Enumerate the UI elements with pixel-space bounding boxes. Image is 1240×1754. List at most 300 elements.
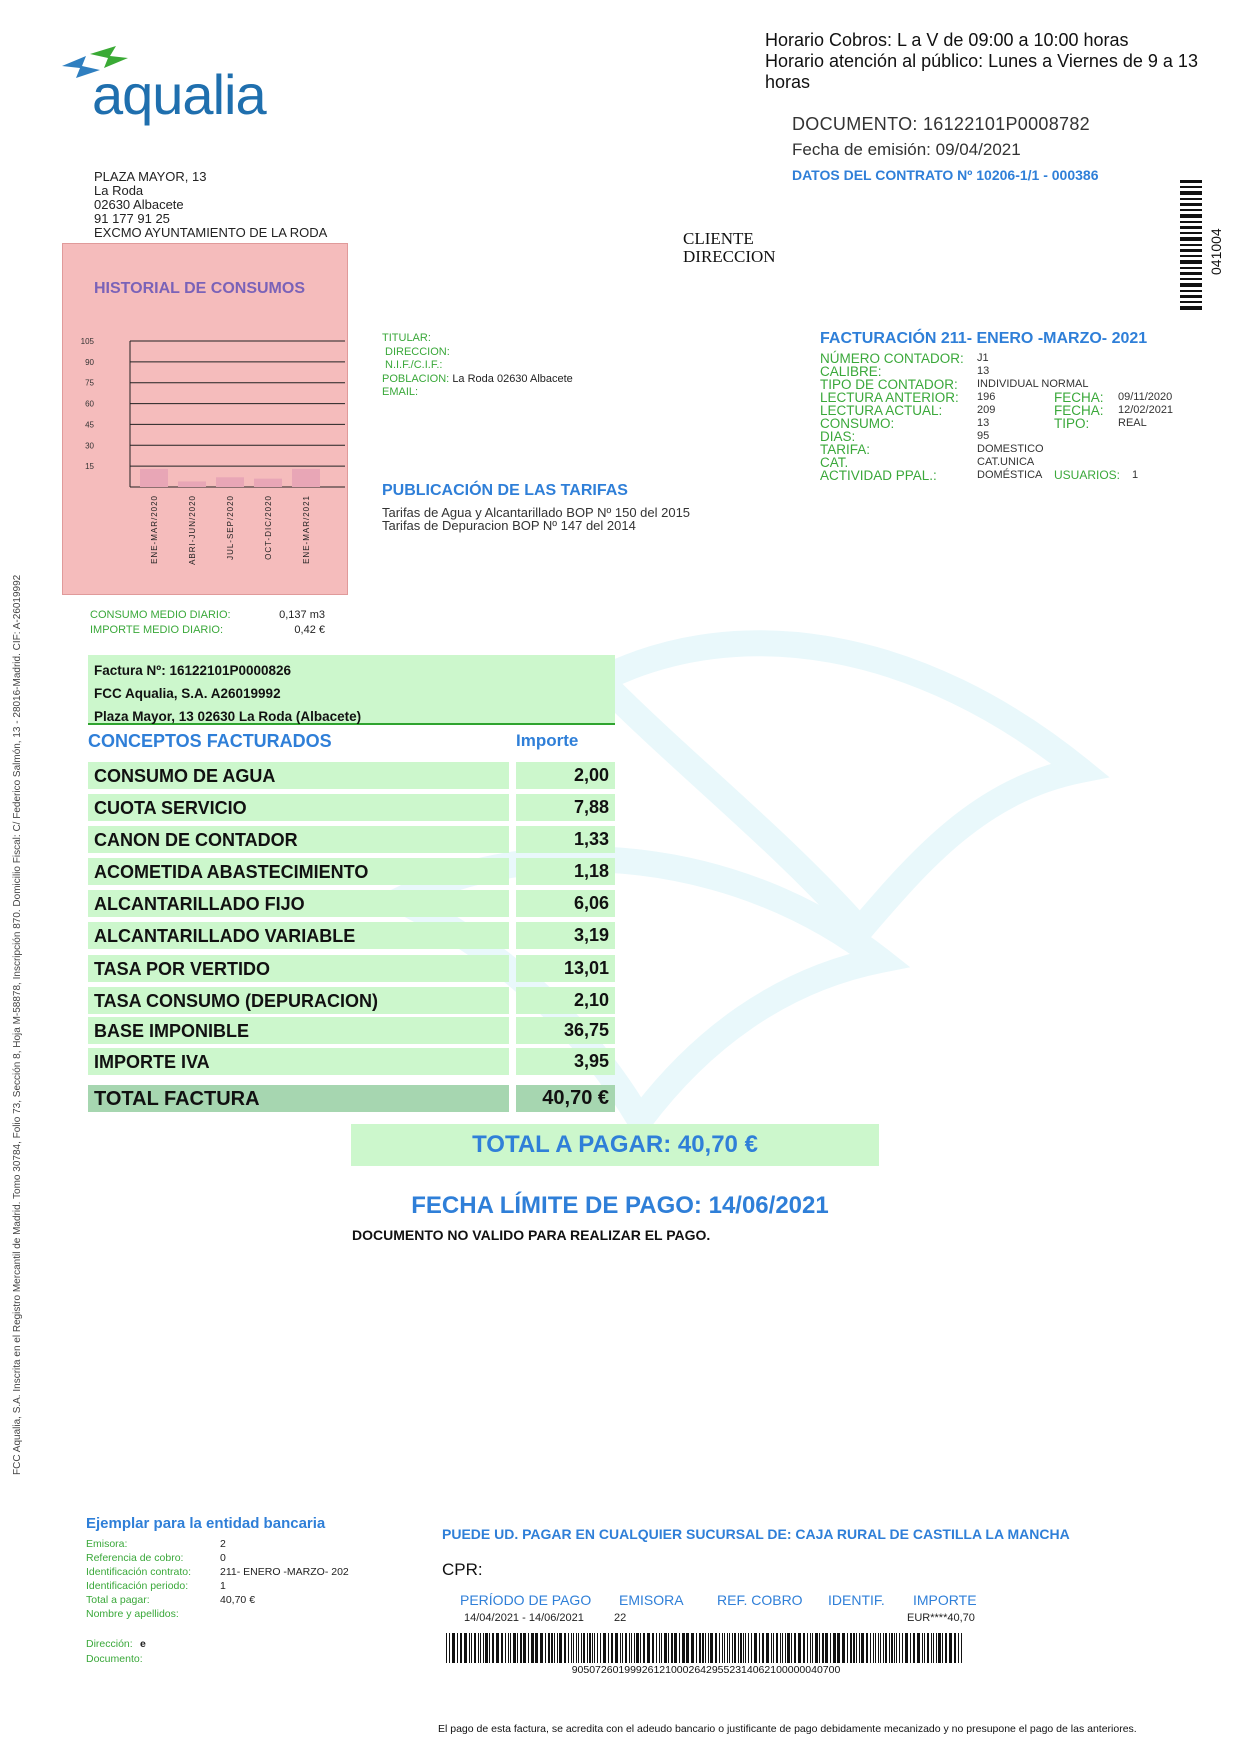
barcode-bar [705, 1633, 706, 1663]
barcode-bar [776, 1633, 778, 1663]
barcode-bar [759, 1633, 760, 1663]
cpr-label: CPR: [442, 1560, 483, 1579]
barcode-bar [489, 1633, 490, 1663]
barcode-bar [745, 1633, 746, 1663]
barcode-bar [597, 1633, 598, 1663]
barcode-bar [894, 1633, 895, 1663]
barcode-bar [478, 1633, 479, 1663]
barcode-bar [564, 1633, 566, 1663]
barcode-bar [780, 1633, 781, 1663]
barcode-bar [535, 1633, 538, 1663]
days: 95 [977, 430, 990, 442]
barcode-bar [847, 1633, 848, 1663]
chart-x-label: JUL-SEP/2020 [226, 495, 235, 560]
previous-reading: 196 [977, 391, 996, 403]
avg-consumption-value: 0,137 m3 [279, 609, 325, 621]
barcode-bar [540, 1633, 543, 1663]
amount-due: TOTAL A PAGAR: 40,70 € [351, 1124, 879, 1166]
barcode-bar [581, 1633, 582, 1663]
barcode-bar [803, 1633, 805, 1663]
barcode-bar [501, 1633, 503, 1663]
tariff: DOMESTICO [977, 443, 1044, 455]
barcode-bar [531, 1633, 534, 1663]
barcode-bar [807, 1633, 808, 1663]
concept-row [88, 890, 615, 917]
payment-footer-note: El pago de esta factura, se acredita con el adeudo bancario o justificante de pago debidamente mecanizado y no presupone el pago de las anteriores. [438, 1723, 1137, 1735]
address-line: 02630 Albacete [94, 197, 184, 212]
hours-line: horas [765, 72, 811, 92]
barcode-bar [640, 1633, 641, 1663]
barcode-bar [545, 1633, 546, 1663]
barcode-bar [732, 1633, 733, 1663]
chart-y-tick: 90 [85, 357, 94, 367]
address-line: 91 177 91 25 [94, 211, 170, 226]
meter-number-label: NÚMERO CONTADOR: [820, 351, 964, 366]
hours-line: Horario Cobros: L a V de 09:00 a 10:00 horas [765, 30, 1129, 50]
address-line: PLAZA MAYOR, 13 [94, 169, 207, 184]
barcode-bar [568, 1633, 569, 1663]
chart-x-label: ABRI-JUN/2020 [188, 495, 197, 565]
vertical-barcode [1180, 180, 1202, 310]
barcode-bar [837, 1633, 840, 1663]
period-id-label: Identificación periodo: [86, 1580, 189, 1592]
client-address: DIRECCION [683, 247, 776, 266]
barcode-bar [464, 1633, 467, 1663]
barcode-bar [668, 1633, 669, 1663]
barcode-bar [922, 1633, 923, 1663]
concept-row [88, 762, 615, 789]
barcode-bar [528, 1633, 529, 1663]
barcode-bar [592, 1633, 593, 1663]
meter-type-label: TIPO DE CONTADOR: [820, 377, 958, 392]
barcode-bar [748, 1633, 749, 1663]
barcode-bar [594, 1633, 595, 1663]
barcode-bar [576, 1633, 577, 1663]
barcode-bar [880, 1633, 881, 1663]
barcode-bar [449, 1633, 450, 1663]
barcode-bar [794, 1633, 796, 1663]
issuer-value: 22 [614, 1612, 627, 1624]
barcode-bar [480, 1633, 481, 1663]
chart-bar [292, 469, 320, 487]
barcode-bar [833, 1633, 836, 1663]
payment-deadline: FECHA LÍMITE DE PAGO: 14/06/2021 [411, 1192, 829, 1219]
activity: DOMÉSTICA [977, 469, 1043, 481]
barcode-bar [822, 1633, 824, 1663]
amount-header: IMPORTE [913, 1592, 977, 1608]
barcode-bar [557, 1633, 558, 1663]
barcode-bar [910, 1633, 911, 1663]
barcode-bar [517, 1633, 518, 1663]
barcode-bar [629, 1633, 630, 1663]
chart-y-tick: 30 [85, 441, 94, 451]
barcode-bar [679, 1633, 680, 1663]
barcode-bar [551, 1633, 553, 1663]
history-title: HISTORIAL DE CONSUMOS [94, 280, 305, 297]
barcode-bar [727, 1633, 728, 1663]
avg-consumption-label: CONSUMO MEDIO DIARIO: [90, 609, 231, 621]
barcode-bar [636, 1633, 639, 1663]
document-label: Documento: [86, 1653, 143, 1665]
barcode-bar [696, 1633, 697, 1663]
amount-value: EUR****40,70 [907, 1612, 975, 1624]
contract-id-value: 211- ENERO -MARZO- 202 [220, 1566, 349, 1578]
company-address [94, 170, 327, 240]
barcode-bar [483, 1633, 484, 1663]
barcode-bar [622, 1633, 623, 1663]
barcode-bar [661, 1633, 662, 1663]
total-value: 40,70 € [516, 1085, 615, 1112]
barcode-bar [587, 1633, 588, 1663]
bank-copy-title: Ejemplar para la entidad bancaria [86, 1515, 326, 1532]
barcode-bar [787, 1633, 790, 1663]
barcode-bar [766, 1633, 769, 1663]
issuer-label: Emisora: [86, 1538, 128, 1550]
average-values [270, 608, 325, 638]
contract-id-label: Identificación contrato: [86, 1566, 192, 1578]
nif-label: N.I.F./C.I.F.: [385, 359, 443, 371]
barcode-bar [917, 1633, 920, 1663]
barcode-bar [938, 1633, 941, 1663]
concept-row [88, 922, 615, 949]
concept-label: TASA CONSUMO (DEPURACION) [88, 987, 509, 1014]
concept-amount: 13,01 [516, 955, 615, 982]
poblacion-row [382, 373, 573, 387]
barcode-bar [571, 1633, 572, 1663]
chart-bar [140, 469, 168, 487]
barcode-bar [656, 1633, 657, 1663]
concept-amount: 3,19 [516, 922, 615, 949]
payment-barcode [446, 1633, 966, 1665]
barcode-bar [674, 1633, 677, 1663]
days-label: DIAS: [820, 429, 856, 444]
address-value: e [140, 1638, 146, 1650]
meter-number: J1 [977, 352, 989, 364]
barcode-bar [859, 1633, 860, 1663]
barcode-bar [861, 1633, 864, 1663]
barcode-bar [949, 1633, 952, 1663]
barcode-bar [927, 1633, 929, 1663]
barcode-bar [856, 1633, 857, 1663]
current-reading: 209 [977, 404, 996, 416]
not-valid-notice: DOCUMENTO NO VALIDO PARA REALIZAR EL PAGO. [352, 1227, 711, 1243]
address-line: EXCMO AYUNTAMIENTO DE LA RODA [94, 225, 328, 240]
previous-date: 09/11/2020 [1118, 391, 1173, 403]
barcode-bar [615, 1633, 618, 1663]
barcode-bar [954, 1633, 956, 1663]
barcode-bar [573, 1633, 574, 1663]
concept-label: CONSUMO DE AGUA [88, 762, 509, 789]
barcode-bar [899, 1633, 900, 1663]
barcode-bar [671, 1633, 673, 1663]
users-label: USUARIOS: [1054, 468, 1121, 482]
consumption-chart [62, 325, 348, 590]
barcode-bar [891, 1633, 893, 1663]
barcode-bar [471, 1633, 472, 1663]
invoice-number: Factura Nº: 16122101P0000826 [94, 663, 292, 678]
barcode-bar [785, 1633, 786, 1663]
invoice-total-row [88, 1085, 615, 1112]
contract-data: DATOS DEL CONTRATO Nº 10206-1/1 - 000386 [792, 167, 1099, 183]
chart-bar [254, 479, 282, 487]
current-date: 12/02/2021 [1118, 404, 1174, 416]
barcode-bar [889, 1633, 890, 1663]
previous-reading-label: LECTURA ANTERIOR: [820, 390, 959, 405]
concept-row [88, 826, 615, 853]
barcode-bar [659, 1633, 660, 1663]
concept-amount: 3,95 [516, 1048, 615, 1075]
barcode-bar [751, 1633, 752, 1663]
barcode-bar [913, 1633, 915, 1663]
concept-row [88, 1017, 615, 1044]
address-label: Dirección: [86, 1638, 133, 1650]
avg-amount-label: IMPORTE MEDIO DIARIO: [90, 624, 224, 636]
barcode-bar [875, 1633, 876, 1663]
barcode-bar [743, 1633, 744, 1663]
total-value: 40,70 € [220, 1594, 256, 1606]
barcode-bar [625, 1633, 627, 1663]
barcode-bar [682, 1633, 685, 1663]
concepts-title: CONCEPTOS FACTURADOS [88, 731, 332, 751]
barcode-bar [583, 1633, 585, 1663]
concept-label: IMPORTE IVA [88, 1048, 509, 1075]
total-label: Total a pagar: [86, 1594, 150, 1606]
barcode-bar [924, 1633, 925, 1663]
caliber: 13 [977, 365, 990, 377]
concept-row [88, 987, 615, 1014]
current-reading-label: LECTURA ACTUAL: [820, 403, 943, 418]
period-id-value: 1 [220, 1580, 226, 1592]
concept-label: CUOTA SERVICIO [88, 794, 509, 821]
barcode-bar [782, 1633, 783, 1663]
barcode-bar [942, 1633, 943, 1663]
concept-label: CANON DE CONTADOR [88, 826, 509, 853]
chart-x-label: ENE-MAR/2021 [302, 495, 311, 564]
barcode-bar [496, 1633, 499, 1663]
ref-value: 0 [220, 1552, 226, 1564]
barcode-bar [961, 1633, 962, 1663]
category: CAT.UNICA [977, 456, 1035, 468]
barcode-bar [902, 1633, 903, 1663]
barcode-bar [958, 1633, 959, 1663]
barcode-bar [830, 1633, 831, 1663]
barcode-bar [773, 1633, 774, 1663]
issuer-header: EMISORA [619, 1592, 684, 1608]
barcode-bar [559, 1633, 562, 1663]
tariff-label: TARIFA: [820, 442, 871, 457]
barcode-bar [702, 1633, 704, 1663]
barcode-bar [589, 1633, 591, 1663]
client-name: CLIENTE [683, 229, 754, 248]
barcode-bar [734, 1633, 736, 1663]
barcode-bar [608, 1633, 609, 1663]
period-header: PERÍODO DE PAGO [460, 1592, 592, 1608]
barcode-bar [842, 1633, 845, 1663]
tariff-publication [382, 506, 690, 532]
barcode-bar [815, 1633, 818, 1663]
concept-label: ALCANTARILLADO VARIABLE [88, 922, 509, 949]
barcode-bar [771, 1633, 772, 1663]
current-date-label: FECHA: [1054, 403, 1104, 418]
barcode-bar [699, 1633, 701, 1663]
holder-block [382, 332, 573, 400]
barcode-bar [754, 1633, 757, 1663]
concept-amount: 2,00 [516, 762, 615, 789]
barcode-bar [647, 1633, 650, 1663]
hours-line: Horario atención al público: Lunes a Viernes de 9 a 13 [765, 51, 1198, 71]
chart-bar [216, 477, 244, 487]
total-label: TOTAL FACTURA [88, 1085, 509, 1112]
barcode-bar [603, 1633, 606, 1663]
opening-hours [765, 30, 1225, 93]
barcode-bar [510, 1633, 511, 1663]
barcode-bar [812, 1633, 813, 1663]
barcode-bar [523, 1633, 526, 1663]
category-label: CAT. [820, 455, 849, 470]
barcode-bar [505, 1633, 506, 1663]
barcode-bar [762, 1633, 764, 1663]
concept-amount: 1,18 [516, 858, 615, 885]
barcode-bar [513, 1633, 516, 1663]
legal-side-text: FCC Aqualia, S.A. Inscrita en el Registro Mercantil de Madrid. Tomo 30784, Folio 73, Sección 8, Hoja M-58878, Inscripción 870. Domicilio Fiscal: C/ Federico Salmón, 13 - 28016-Madrid. CIF: A-26019992 [12, 574, 23, 1475]
avg-amount-value: 0,42 € [294, 624, 325, 636]
issue-date: Fecha de emisión: 09/04/2021 [792, 140, 1021, 159]
concept-row [88, 1048, 615, 1075]
barcode-bar [452, 1633, 455, 1663]
consumption: 13 [977, 417, 990, 429]
barcode-bar [825, 1633, 828, 1663]
concept-row [88, 794, 615, 821]
document-number: DOCUMENTO: 16122101P0008782 [792, 114, 1090, 134]
previous-date-label: FECHA: [1054, 390, 1104, 405]
barcode-bar [469, 1633, 470, 1663]
users: 1 [1132, 469, 1139, 481]
barcode-bar [791, 1633, 792, 1663]
barcode-bar [896, 1633, 897, 1663]
barcode-bar [866, 1633, 868, 1663]
reading-type: REAL [1118, 417, 1147, 429]
barcode-bar [738, 1633, 739, 1663]
average-labels [90, 608, 231, 638]
barcode-bar [724, 1633, 725, 1663]
chart-y-tick: 105 [80, 337, 94, 346]
payment-barcode-number: 9050726019992612100026429552314062100000040700 [571, 1664, 841, 1676]
client-block [683, 230, 776, 266]
barcode-bar [691, 1633, 694, 1663]
barcode-bar [652, 1633, 654, 1663]
tariff-publication-line: Tarifas de Depuracion BOP Nº 147 del 2014 [382, 518, 636, 533]
chart-x-label: OCT-DIC/2020 [264, 495, 273, 560]
ref-label: Referencia de cobro: [86, 1552, 184, 1564]
barcode-bar [643, 1633, 645, 1663]
barcode-bar [853, 1633, 855, 1663]
barcode-bar [474, 1633, 476, 1663]
barcode-bar [873, 1633, 874, 1663]
consumption-label: CONSUMO: [820, 416, 895, 431]
barcode-bar [870, 1633, 871, 1663]
barcode-bar [600, 1633, 601, 1663]
chart-y-tick: 75 [85, 378, 94, 388]
barcode-bar [933, 1633, 934, 1663]
barcode-bar [936, 1633, 937, 1663]
barcode-bar [945, 1633, 947, 1663]
concept-amount: 7,88 [516, 794, 615, 821]
payment-bank-notice: PUEDE UD. PAGAR EN CUALQUIER SUCURSAL DE: CAJA RURAL DE CASTILLA LA MANCHA [442, 1526, 1070, 1542]
barcode-bar [819, 1633, 820, 1663]
concept-label: ACOMETIDA ABASTECIMIENTO [88, 858, 509, 885]
chart-y-tick: 15 [85, 462, 94, 472]
direccion-label: DIRECCION: [385, 345, 450, 358]
barcode-bar [715, 1633, 717, 1663]
barcode-bar [719, 1633, 720, 1663]
concept-label: TASA POR VERTIDO [88, 955, 509, 982]
barcode-bar [729, 1633, 730, 1663]
tariff-publication-title: PUBLICACIÓN DE LAS TARIFAS [382, 482, 628, 499]
activity-label: ACTIVIDAD PPAL.: [820, 468, 937, 483]
issuer-value: 2 [220, 1538, 226, 1550]
barcode-bar [722, 1633, 723, 1663]
poblacion-label: POBLACION: [382, 372, 450, 385]
barcode-bar [850, 1633, 852, 1663]
holder-label: TITULAR: [382, 332, 431, 344]
barcode-bar [798, 1633, 801, 1663]
caliber-label: CALIBRE: [820, 364, 882, 379]
barcode-number: 041004 [1208, 228, 1224, 275]
billing-period-title: FACTURACIÓN 211- ENERO -MARZO- 2021 [820, 330, 1148, 347]
barcode-bar [508, 1633, 509, 1663]
barcode-bar [548, 1633, 550, 1663]
barcode-bar [710, 1633, 713, 1663]
concept-amount: 1,33 [516, 826, 615, 853]
concept-label: BASE IMPONIBLE [88, 1017, 509, 1044]
barcode-bar [578, 1633, 579, 1663]
barcode-bar [905, 1633, 908, 1663]
barcode-bar [520, 1633, 522, 1663]
concept-amount: 6,06 [516, 890, 615, 917]
reading-type-label: TIPO: [1054, 416, 1090, 431]
issuer-company: FCC Aqualia, S.A. A26019992 [94, 686, 281, 701]
barcode-bar [810, 1633, 811, 1663]
barcode-bar [686, 1633, 689, 1663]
address-line: La Roda [94, 183, 144, 198]
barcode-bar [460, 1633, 462, 1663]
concept-amount: 36,75 [516, 1017, 615, 1044]
barcode-bar [446, 1633, 447, 1663]
invoice-header-box [88, 655, 615, 725]
barcode-bar [620, 1633, 621, 1663]
chart-y-tick: 45 [85, 420, 94, 430]
poblacion-value: La Roda 02630 Albacete [452, 372, 573, 385]
issuer-address: Plaza Mayor, 13 02630 La Roda (Albacete) [94, 709, 362, 724]
barcode-bar [708, 1633, 709, 1663]
barcode-bar [631, 1633, 632, 1663]
identif-header: IDENTIF. [828, 1592, 885, 1608]
concept-amount: 2,10 [516, 987, 615, 1014]
barcode-bar [931, 1633, 932, 1663]
concept-row [88, 858, 615, 885]
barcode-bar [485, 1633, 488, 1663]
amount-column-title: Importe [516, 731, 579, 750]
chart-y-tick: 60 [85, 399, 94, 409]
tariff-publication-line: Tarifas de Agua y Alcantarillado BOP Nº 150 del 2015 [382, 505, 691, 520]
barcode-bar [634, 1633, 635, 1663]
barcode-bar [885, 1633, 887, 1663]
barcode-bar [878, 1633, 879, 1663]
period-value: 14/04/2021 - 14/06/2021 [464, 1612, 584, 1624]
barcode-bar [554, 1633, 555, 1663]
concept-label: ALCANTARILLADO FIJO [88, 890, 509, 917]
email-label: EMAIL: [382, 386, 419, 398]
